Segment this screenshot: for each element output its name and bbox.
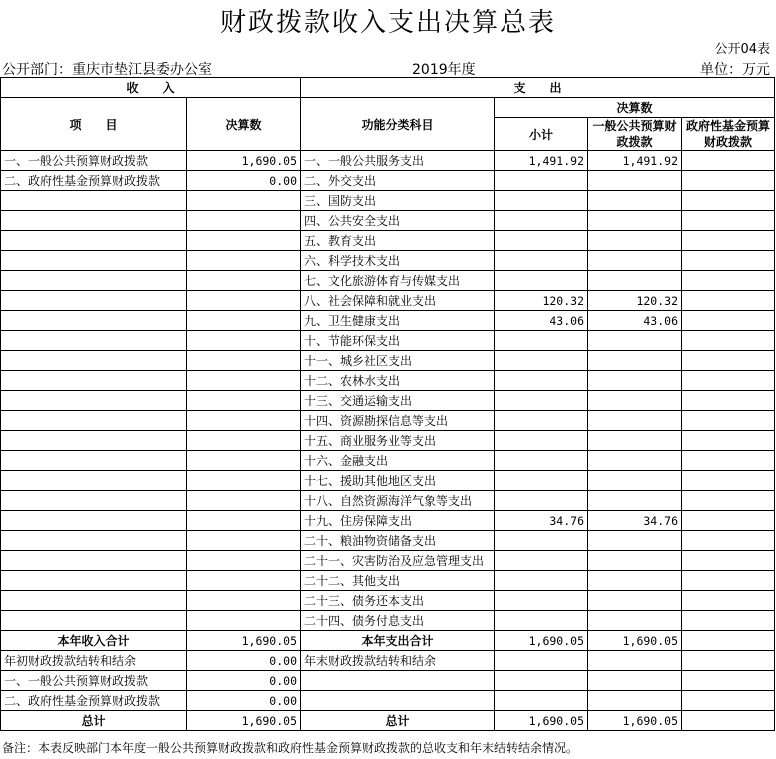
footnote: 备注：本表反映部门本年度一般公共预算财政拨款和政府性基金预算财政拨款的总收支和年末结转结余情况。 xyxy=(2,741,579,755)
income-amount-cell xyxy=(187,571,301,591)
expense-category-cell: 二十、粮油物资储备支出 xyxy=(301,531,495,551)
income-item-cell xyxy=(1,571,187,591)
table-code: 公开04表 xyxy=(714,42,770,57)
header-row-1 xyxy=(1,78,775,98)
expense-subtotal-cell xyxy=(495,471,588,491)
header-row-2 xyxy=(1,98,775,118)
table-row xyxy=(1,311,775,331)
expense-subtotal-cell xyxy=(495,431,588,451)
table-row xyxy=(1,691,775,711)
expense-gov-fund-cell xyxy=(682,171,775,191)
income-amount-cell xyxy=(187,351,301,371)
expense-subtotal-cell xyxy=(495,271,588,291)
expense-gov-fund-cell xyxy=(682,491,775,511)
expense-subtotal-cell xyxy=(495,531,588,551)
expense-gov-fund-cell xyxy=(682,471,775,491)
income-amount-cell xyxy=(187,211,301,231)
general-budget-header: 一般公共预算财政拨款 xyxy=(588,118,682,151)
expense-gov-fund-cell xyxy=(682,251,775,271)
expense-subtotal-cell xyxy=(495,651,588,671)
expense-category-cell: 二十一、灾害防治及应急管理支出 xyxy=(301,551,495,571)
income-amount-cell xyxy=(187,411,301,431)
expense-category-cell: 二十二、其他支出 xyxy=(301,571,495,591)
report-title: 财政拨款收入支出决算总表 xyxy=(219,8,556,38)
income-amount-cell xyxy=(187,231,301,251)
expense-subtotal-cell xyxy=(495,411,588,431)
expense-subtotal-cell xyxy=(495,571,588,591)
expense-category-cell: 二十四、债务付息支出 xyxy=(301,611,495,631)
income-amount-cell: 1,690.05 xyxy=(187,151,301,171)
expense-general-budget-cell xyxy=(588,571,682,591)
income-amount-cell xyxy=(187,611,301,631)
expense-gov-fund-cell xyxy=(682,711,775,731)
income-amount-cell: 0.00 xyxy=(187,671,301,691)
expense-category-cell: 二十三、债务还本支出 xyxy=(301,591,495,611)
expense-category-cell: 十九、住房保障支出 xyxy=(301,511,495,531)
expense-general-budget-cell: 34.76 xyxy=(588,511,682,531)
expense-general-budget-cell xyxy=(588,271,682,291)
income-amount-cell xyxy=(187,251,301,271)
table-row xyxy=(1,571,775,591)
income-amount-cell xyxy=(187,471,301,491)
income-item-cell: 二、政府性基金预算财政拨款 xyxy=(1,691,187,711)
income-amount-cell: 0.00 xyxy=(187,691,301,711)
budget-table xyxy=(0,77,775,731)
income-item-cell xyxy=(1,551,187,571)
expense-subtotal-cell: 34.76 xyxy=(495,511,588,531)
expense-general-budget-cell xyxy=(588,331,682,351)
income-item-cell xyxy=(1,431,187,451)
table-row xyxy=(1,451,775,471)
income-item-cell xyxy=(1,231,187,251)
table-row xyxy=(1,531,775,551)
expense-gov-fund-cell xyxy=(682,611,775,631)
table-row xyxy=(1,411,775,431)
expense-gov-fund-cell xyxy=(682,411,775,431)
income-item-cell: 本年收入合计 xyxy=(1,631,187,651)
expense-general-budget-cell xyxy=(588,451,682,471)
table-row xyxy=(1,331,775,351)
expense-gov-fund-cell xyxy=(682,291,775,311)
gov-fund-header: 政府性基金预算财政拨款 xyxy=(682,118,775,151)
expense-subtotal-cell xyxy=(495,211,588,231)
income-item-cell xyxy=(1,531,187,551)
expense-subtotal-cell: 1,491.92 xyxy=(495,151,588,171)
expense-gov-fund-cell xyxy=(682,551,775,571)
expense-subtotal-cell xyxy=(495,191,588,211)
income-amount-cell xyxy=(187,291,301,311)
income-amount-cell: 1,690.05 xyxy=(187,631,301,651)
expense-gov-fund-cell xyxy=(682,651,775,671)
table-row xyxy=(1,711,775,731)
expense-general-budget-cell xyxy=(588,531,682,551)
income-item-cell xyxy=(1,371,187,391)
expense-subtotal-cell: 120.32 xyxy=(495,291,588,311)
expense-category-cell: 十一、城乡社区支出 xyxy=(301,351,495,371)
expense-header: 支 出 xyxy=(301,78,775,98)
expense-category-cell: 十四、资源勘探信息等支出 xyxy=(301,411,495,431)
income-item-cell xyxy=(1,591,187,611)
expense-category-cell: 八、社会保障和就业支出 xyxy=(301,291,495,311)
year-label: 2019年度 xyxy=(412,62,476,78)
income-item-cell xyxy=(1,471,187,491)
expense-gov-fund-cell xyxy=(682,151,775,171)
expense-gov-fund-cell xyxy=(682,431,775,451)
expense-gov-fund-cell xyxy=(682,631,775,651)
expense-general-budget-cell xyxy=(588,231,682,251)
expense-category-cell: 十、节能环保支出 xyxy=(301,331,495,351)
income-amount-cell xyxy=(187,271,301,291)
expense-subtotal-cell: 1,690.05 xyxy=(495,711,588,731)
income-item-cell: 年初财政拨款结转和结余 xyxy=(1,651,187,671)
expense-gov-fund-cell xyxy=(682,351,775,371)
table-row xyxy=(1,511,775,531)
table-row xyxy=(1,431,775,451)
expense-gov-fund-cell xyxy=(682,211,775,231)
expense-gov-fund-cell xyxy=(682,331,775,351)
income-amount-cell xyxy=(187,311,301,331)
income-item-cell xyxy=(1,491,187,511)
expense-category-cell: 十二、农林水支出 xyxy=(301,371,495,391)
expense-general-budget-cell: 1,690.05 xyxy=(588,631,682,651)
income-amount-cell: 1,690.05 xyxy=(187,711,301,731)
income-amount-cell xyxy=(187,531,301,551)
expense-general-budget-cell xyxy=(588,191,682,211)
income-amount-cell xyxy=(187,331,301,351)
expense-category-cell xyxy=(301,671,495,691)
category-header: 功能分类科目 xyxy=(301,98,495,151)
table-row xyxy=(1,191,775,211)
expense-general-budget-cell xyxy=(588,351,682,371)
expense-category-cell: 年末财政拨款结转和结余 xyxy=(301,651,495,671)
expense-subtotal-cell xyxy=(495,491,588,511)
expense-category-cell: 五、教育支出 xyxy=(301,231,495,251)
expense-gov-fund-cell xyxy=(682,511,775,531)
income-amount-cell: 0.00 xyxy=(187,171,301,191)
income-item-cell xyxy=(1,191,187,211)
income-item-cell xyxy=(1,611,187,631)
expense-subtotal-cell xyxy=(495,251,588,271)
income-item-cell xyxy=(1,331,187,351)
income-amount-cell xyxy=(187,591,301,611)
final-header: 决算数 xyxy=(495,98,775,118)
expense-category-cell: 本年支出合计 xyxy=(301,631,495,651)
expense-subtotal-cell xyxy=(495,331,588,351)
table-row xyxy=(1,351,775,371)
income-amount-cell xyxy=(187,431,301,451)
meta-line xyxy=(0,57,776,77)
expense-general-budget-cell: 43.06 xyxy=(588,311,682,331)
unit-label: 单位：万元 xyxy=(700,62,770,78)
department-label: 公开部门：重庆市垫江县委办公室 xyxy=(2,62,212,78)
expense-category-cell: 十三、交通运输支出 xyxy=(301,391,495,411)
expense-gov-fund-cell xyxy=(682,671,775,691)
expense-general-budget-cell xyxy=(588,211,682,231)
expense-category-cell: 一、一般公共服务支出 xyxy=(301,151,495,171)
income-item-cell: 一、一般公共预算财政拨款 xyxy=(1,671,187,691)
expense-category-cell: 七、文化旅游体育与传媒支出 xyxy=(301,271,495,291)
expense-general-budget-cell xyxy=(588,171,682,191)
item-header: 项 目 xyxy=(1,98,187,151)
expense-general-budget-cell xyxy=(588,491,682,511)
expense-category-cell xyxy=(301,691,495,711)
expense-category-cell: 九、卫生健康支出 xyxy=(301,311,495,331)
income-item-cell xyxy=(1,451,187,471)
income-amount-cell xyxy=(187,551,301,571)
table-row xyxy=(1,631,775,651)
expense-category-cell: 十八、自然资源海洋气象等支出 xyxy=(301,491,495,511)
table-row xyxy=(1,551,775,571)
income-item-cell xyxy=(1,351,187,371)
expense-category-cell: 四、公共安全支出 xyxy=(301,211,495,231)
table-row xyxy=(1,611,775,631)
expense-subtotal-cell xyxy=(495,611,588,631)
expense-category-cell: 三、国防支出 xyxy=(301,191,495,211)
income-amount-cell xyxy=(187,491,301,511)
expense-subtotal-cell xyxy=(495,231,588,251)
income-header: 收 入 xyxy=(1,78,301,98)
expense-subtotal-cell xyxy=(495,691,588,711)
expense-general-budget-cell xyxy=(588,591,682,611)
table-row xyxy=(1,491,775,511)
expense-general-budget-cell xyxy=(588,671,682,691)
income-item-cell xyxy=(1,411,187,431)
table-row xyxy=(1,471,775,491)
expense-gov-fund-cell xyxy=(682,271,775,291)
expense-gov-fund-cell xyxy=(682,311,775,331)
expense-subtotal-cell: 43.06 xyxy=(495,311,588,331)
table-row xyxy=(1,211,775,231)
expense-general-budget-cell: 120.32 xyxy=(588,291,682,311)
income-item-cell xyxy=(1,391,187,411)
table-row xyxy=(1,671,775,691)
subtotal-header: 小计 xyxy=(495,118,588,151)
income-item-cell xyxy=(1,511,187,531)
expense-gov-fund-cell xyxy=(682,391,775,411)
income-amount-cell xyxy=(187,391,301,411)
expense-general-budget-cell xyxy=(588,391,682,411)
expense-gov-fund-cell xyxy=(682,191,775,211)
expense-gov-fund-cell xyxy=(682,571,775,591)
income-item-cell xyxy=(1,271,187,291)
expense-category-cell: 总计 xyxy=(301,711,495,731)
table-row xyxy=(1,151,775,171)
expense-general-budget-cell xyxy=(588,411,682,431)
income-item-cell xyxy=(1,291,187,311)
income-item-cell: 二、政府性基金预算财政拨款 xyxy=(1,171,187,191)
income-amount-cell xyxy=(187,451,301,471)
expense-general-budget-cell: 1,690.05 xyxy=(588,711,682,731)
expense-gov-fund-cell xyxy=(682,591,775,611)
expense-general-budget-cell xyxy=(588,551,682,571)
expense-general-budget-cell xyxy=(588,691,682,711)
income-amount-cell xyxy=(187,371,301,391)
amount-header: 决算数 xyxy=(187,98,301,151)
expense-category-cell: 十七、援助其他地区支出 xyxy=(301,471,495,491)
table-row xyxy=(1,291,775,311)
table-row xyxy=(1,651,775,671)
income-item-cell: 总计 xyxy=(1,711,187,731)
table-row xyxy=(1,171,775,191)
expense-subtotal-cell xyxy=(495,671,588,691)
expense-gov-fund-cell xyxy=(682,451,775,471)
expense-category-cell: 十五、商业服务业等支出 xyxy=(301,431,495,451)
expense-subtotal-cell: 1,690.05 xyxy=(495,631,588,651)
expense-subtotal-cell xyxy=(495,451,588,471)
expense-category-cell: 六、科学技术支出 xyxy=(301,251,495,271)
expense-general-budget-cell xyxy=(588,251,682,271)
expense-gov-fund-cell xyxy=(682,531,775,551)
expense-category-cell: 二、外交支出 xyxy=(301,171,495,191)
expense-subtotal-cell xyxy=(495,371,588,391)
expense-general-budget-cell xyxy=(588,611,682,631)
expense-gov-fund-cell xyxy=(682,231,775,251)
income-amount-cell: 0.00 xyxy=(187,651,301,671)
table-row xyxy=(1,251,775,271)
table-row xyxy=(1,391,775,411)
table-row xyxy=(1,231,775,251)
expense-general-budget-cell xyxy=(588,471,682,491)
table-row xyxy=(1,271,775,291)
income-amount-cell xyxy=(187,511,301,531)
expense-general-budget-cell: 1,491.92 xyxy=(588,151,682,171)
income-amount-cell xyxy=(187,191,301,211)
income-item-cell xyxy=(1,311,187,331)
income-item-cell: 一、一般公共预算财政拨款 xyxy=(1,151,187,171)
table-row xyxy=(1,371,775,391)
expense-general-budget-cell xyxy=(588,371,682,391)
expense-gov-fund-cell xyxy=(682,691,775,711)
income-item-cell xyxy=(1,251,187,271)
expense-general-budget-cell xyxy=(588,651,682,671)
table-row xyxy=(1,591,775,611)
expense-subtotal-cell xyxy=(495,351,588,371)
expense-general-budget-cell xyxy=(588,431,682,451)
income-item-cell xyxy=(1,211,187,231)
expense-gov-fund-cell xyxy=(682,371,775,391)
expense-subtotal-cell xyxy=(495,551,588,571)
expense-subtotal-cell xyxy=(495,391,588,411)
expense-subtotal-cell xyxy=(495,591,588,611)
expense-category-cell: 十六、金融支出 xyxy=(301,451,495,471)
expense-subtotal-cell xyxy=(495,171,588,191)
